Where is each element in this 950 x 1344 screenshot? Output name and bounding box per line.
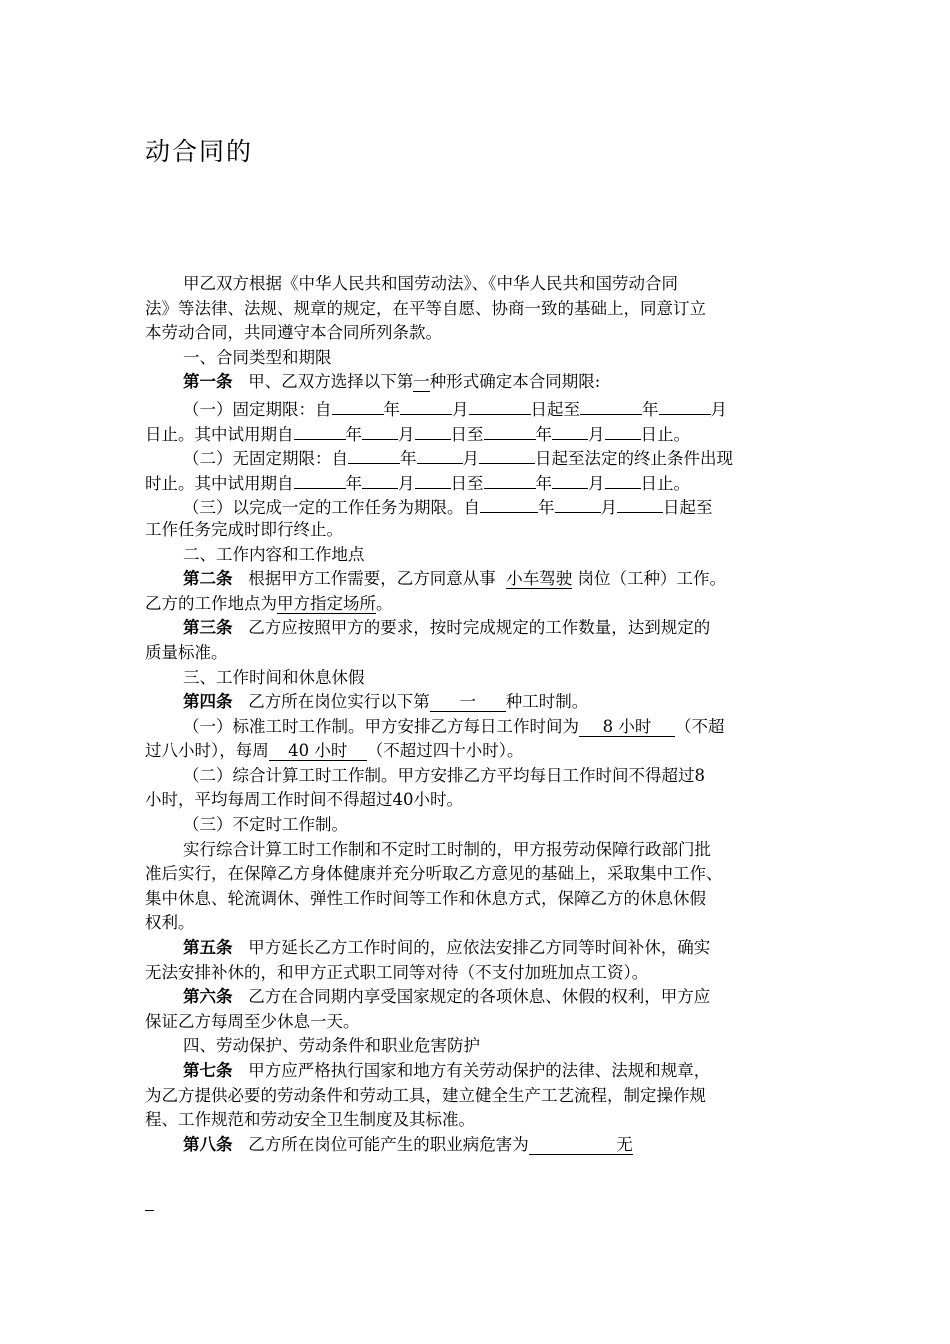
option-1-line-1: （一）固定期限：自 年 月 日起至 年 月 — [145, 395, 813, 420]
work-time-1-line-2: 过八小时），每周 40 小时 （不超过四十小时）。 — [145, 741, 524, 761]
article-2-line-1: 第二条 根据甲方工作需要，乙方同意从事 小车驾驶 岗位（工种）工作。 — [183, 569, 726, 589]
work-time-2-line-1: （二）综合计算工时工作制。甲方安排乙方平均每日工作时间不得超过8 — [183, 765, 705, 785]
article-8: 第八条 乙方所在岗位可能产生的职业病危害为 无 — [183, 1134, 633, 1154]
blank — [484, 420, 536, 440]
blank — [580, 395, 642, 415]
blank — [659, 395, 711, 415]
intro-line-1: 甲乙双方根据《中华人民共和国劳动法》、《中华人民共和国劳动合同 — [183, 274, 678, 293]
article-6-line-1: 第六条 乙方在合同期内享受国家规定的各项休息、休假的权利，甲方应 — [183, 987, 711, 1007]
blank — [605, 469, 641, 489]
document-title: 动合同的 — [145, 137, 254, 166]
article-4: 第四条 乙方所在岗位实行以下第 一 种工时制。 — [183, 692, 589, 712]
option-3-line-1: （三）以完成一定的工作任务为期限。自 年 月 日起至 — [145, 493, 813, 518]
contract-body — [145, 272, 813, 1157]
article-4-choice: 一 — [430, 692, 506, 712]
blank — [415, 420, 451, 440]
option-1-line-2: 日止。其中试用期自 年 月 日至 年 月 日止。 — [145, 420, 813, 445]
blank — [605, 420, 641, 440]
work-time-note-line-1: 实行综合计算工时工作制和不定时工时制的，甲方报劳动保障行政部门批 — [183, 839, 711, 859]
article-7-label: 第七条 — [183, 1061, 233, 1080]
blank — [362, 420, 398, 440]
article-3-label: 第三条 — [183, 618, 233, 638]
article-3-line-2: 质量标准。 — [145, 642, 228, 662]
article-1-choice: 一 — [413, 372, 430, 392]
section-heading-4: 四、劳动保护、劳动条件和职业危害防护 — [183, 1036, 480, 1056]
job-title: 小车驾驶 — [506, 569, 573, 589]
blank — [552, 420, 588, 440]
article-1: 第一条 甲、乙双方选择以下第一种形式确定本合同期限: — [183, 372, 601, 392]
blank — [480, 493, 538, 513]
article-7-line-2: 为乙方提供必要的劳动条件和劳动工具，建立健全生产工艺流程，制定操作规 — [145, 1085, 706, 1105]
blank — [469, 395, 531, 415]
hazard-value: 无 — [529, 1135, 633, 1155]
section-heading-1: 一、合同类型和期限 — [183, 347, 332, 367]
work-time-note-line-3: 集中休息、轮流调休、弹性工作时间等工作和休息方式，保障乙方的休息休假 — [145, 888, 706, 908]
option-2-line-1: （二）无固定期限：自 年 月 日起至法定的终止条件出现 — [145, 444, 813, 469]
article-6-line-2: 保证乙方每周至少休息一天。 — [145, 1011, 360, 1031]
article-2-line-2: 乙方的工作地点为甲方指定场所。 — [145, 593, 393, 613]
section-heading-3: 三、工作时间和休息休假 — [183, 667, 365, 687]
blank — [555, 493, 601, 513]
article-4-label: 第四条 — [183, 692, 233, 712]
work-time-3: （三）不定时工作制。 — [183, 815, 348, 835]
blank — [617, 493, 663, 513]
option-3-line-2: 工作任务完成时即行终止。 — [145, 519, 343, 539]
daily-hours: 8 小时 — [579, 717, 675, 737]
article-5-line-2: 无法安排补休的，和甲方正式职工同等对待（不支付加班加点工资）。 — [145, 962, 649, 982]
blank — [294, 469, 346, 489]
blank — [294, 420, 346, 440]
section-heading-2: 二、工作内容和工作地点 — [183, 544, 365, 564]
article-5-label: 第五条 — [183, 938, 233, 958]
work-time-note-line-2: 准后实行，在保障乙方身体健康并充分听取乙方意见的基础上，采取集中工作、 — [145, 864, 723, 884]
blank — [415, 469, 451, 489]
article-2-label: 第二条 — [183, 569, 233, 589]
blank — [552, 469, 588, 489]
blank — [484, 469, 536, 489]
article-7-line-1: 第七条 甲方应严格执行国家和地方有关劳动保护的法律、法规和规章， — [183, 1061, 711, 1080]
blank — [362, 469, 398, 489]
blank — [479, 444, 535, 464]
article-7-line-3: 程、工作规范和劳动安全卫生制度及其标准。 — [145, 1110, 475, 1130]
footer-mark — [145, 1210, 154, 1211]
work-place: 甲方指定场所 — [277, 593, 376, 613]
weekly-hours: 40 小时 — [269, 741, 367, 761]
blank — [332, 395, 384, 415]
article-8-label: 第八条 — [183, 1134, 233, 1154]
intro-line-2: 法》等法律、法规、规章的规定，在平等自愿、协商一致的基础上，同意订立 — [145, 298, 706, 318]
blank — [348, 444, 400, 464]
article-6-label: 第六条 — [183, 987, 233, 1007]
article-5-line-1: 第五条 甲方延长乙方工作时间的，应依法安排乙方同等时间补休，确实 — [183, 938, 711, 958]
option-2-line-2: 时止。其中试用期自 年 月 日至 年 月 日止。 — [145, 469, 813, 494]
work-time-1-line-1: （一）标准工时工作制。甲方安排乙方每日工作时间为 8 小时 （不超 — [183, 716, 725, 736]
work-time-2-line-2: 小时，平均每周工作时间不得超过40小时。 — [145, 790, 463, 810]
article-1-label: 第一条 — [183, 372, 233, 392]
work-time-note-line-4: 权利。 — [145, 913, 195, 933]
blank — [400, 395, 452, 415]
blank — [417, 444, 463, 464]
article-3-line-1: 第三条 乙方应按照甲方的要求，按时完成规定的工作数量，达到规定的 — [183, 618, 711, 638]
intro-line-3: 本劳动合同，共同遵守本合同所列条款。 — [145, 323, 442, 343]
